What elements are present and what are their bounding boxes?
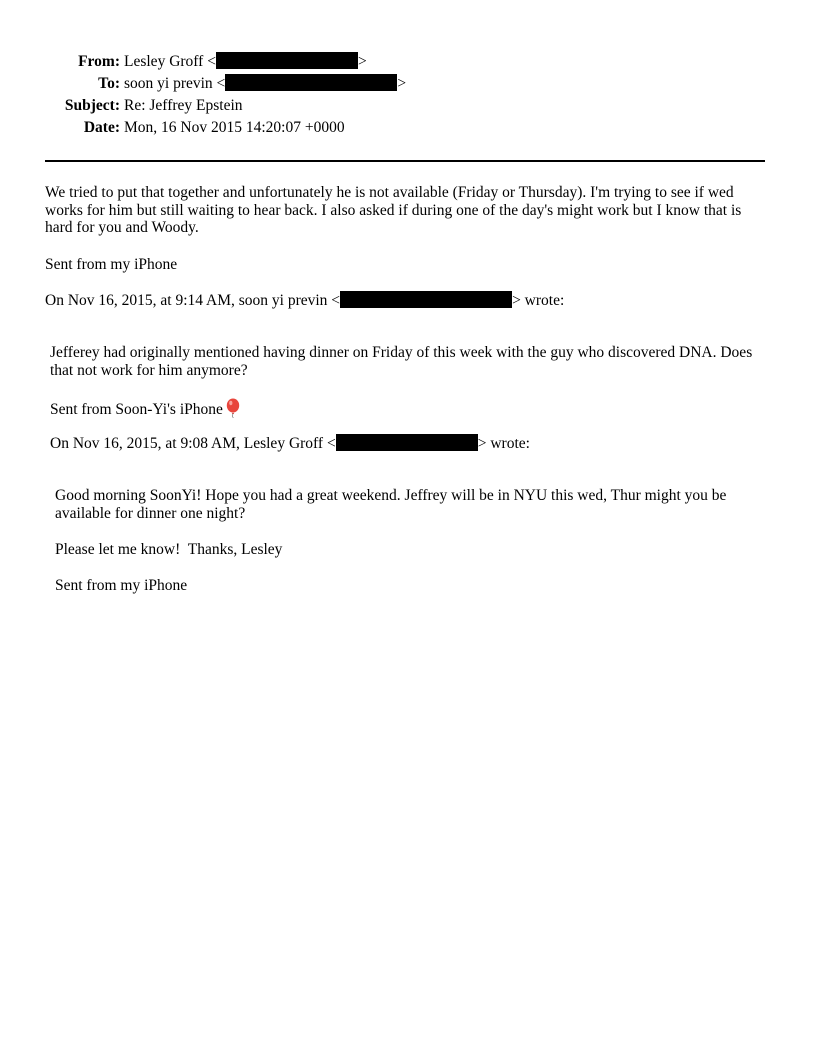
- subject-label: Subject:: [64, 97, 120, 114]
- header-subject: [0, 96, 816, 116]
- quote1-signature: [50, 398, 241, 423]
- from-value: [124, 52, 367, 72]
- redaction-box: [340, 291, 512, 308]
- quote1-signature-text: Sent from Soon-Yi's iPhone: [50, 401, 223, 418]
- reply-quote-intro: [45, 291, 564, 310]
- quote1-body: Jefferey had originally mentioned having dinner on Friday of this week with the guy who discovered DNA. Does that not work for him anymore?: [50, 344, 753, 379]
- balloon-icon: [225, 398, 241, 423]
- from-close: >: [357, 53, 367, 70]
- quote2-signature: Sent from my iPhone: [55, 577, 188, 594]
- quote2-closing: Please let me know! Thanks, Lesley: [55, 541, 283, 558]
- to-close: >: [397, 75, 407, 92]
- to-label: To:: [98, 75, 120, 92]
- quote-intro-pre: On Nov 16, 2015, at 9:14 AM, soon yi previn <: [45, 292, 341, 309]
- redaction-box: [225, 74, 397, 91]
- reply-signature: Sent from my iPhone: [45, 256, 178, 273]
- quote2-body: Good morning SoonYi! Hope you had a great weekend. Jeffrey will be in NYU this wed, Thur might you be available for dinner one night?: [55, 487, 727, 522]
- redaction-box: [336, 434, 478, 451]
- reply-body: We tried to put that together and unfortunately he is not available (Friday or Thursday). I'm trying to see if wed works for him but still waiting to hear back. I also asked if during one of the day's might work but I know that is hard for you and Woody.: [45, 184, 742, 236]
- header-divider: [45, 160, 765, 162]
- quote-intro-post: > wrote:: [512, 292, 565, 309]
- to-value: [124, 74, 406, 94]
- date-value: Mon, 16 Nov 2015 14:20:07 +0000: [124, 119, 345, 136]
- header-to: [0, 74, 816, 94]
- date-label: Date:: [83, 119, 120, 136]
- quote1-quote-intro: [50, 434, 530, 453]
- quote-intro-pre: On Nov 16, 2015, at 9:08 AM, Lesley Groff <: [50, 435, 336, 452]
- from-label: From:: [78, 53, 120, 70]
- header-from: [0, 52, 816, 72]
- header-date: [0, 118, 816, 138]
- from-name: Lesley Groff <: [124, 53, 216, 70]
- to-name: soon yi previn <: [124, 75, 226, 92]
- subject-value: Re: Jeffrey Epstein: [124, 97, 243, 114]
- quote-intro-post: > wrote:: [477, 435, 530, 452]
- redaction-box: [216, 52, 358, 69]
